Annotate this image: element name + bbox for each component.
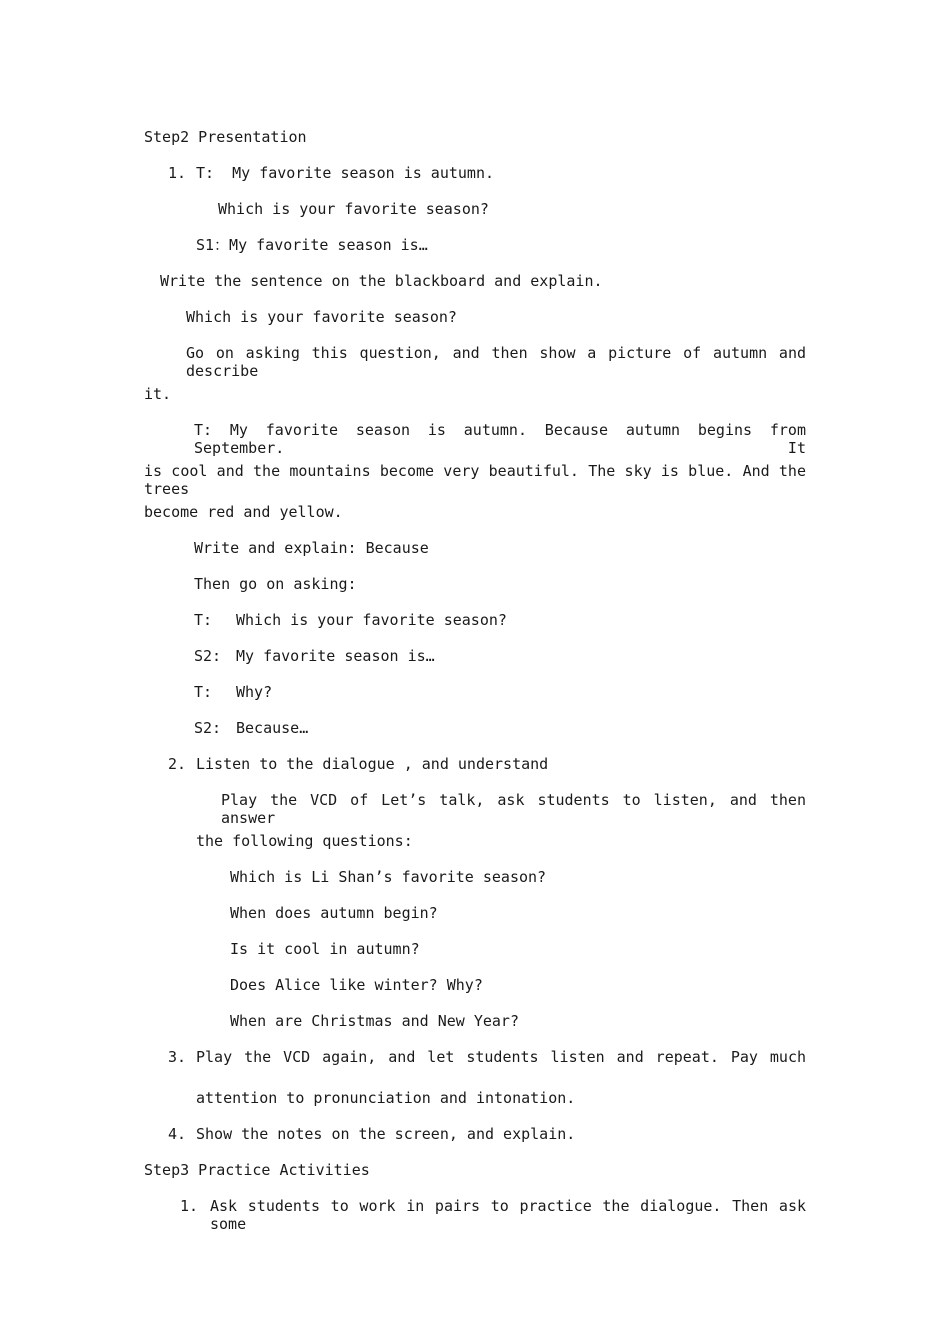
- question-item: Is it cool in autumn?: [230, 940, 420, 958]
- item2-number: 2.: [168, 755, 187, 773]
- question-item: When are Christmas and New Year?: [230, 1012, 519, 1030]
- play-line-2: the following questions:: [196, 832, 413, 850]
- dialogue-speaker: T:: [194, 611, 213, 629]
- dialogue-text: Because…: [236, 719, 309, 737]
- item3-line-1: Play the VCD again, and let students listen and repeat. Pay much: [196, 1048, 806, 1066]
- dialogue-text: Which is your favorite season?: [236, 611, 507, 629]
- dialogue-speaker: S2:: [194, 719, 222, 737]
- question-repeat: Which is your favorite season?: [186, 308, 457, 326]
- dialogue-speaker: T:: [194, 683, 213, 701]
- go-on-line-2: it.: [144, 385, 172, 403]
- step2-heading: Step2 Presentation: [144, 128, 307, 146]
- write-instruction: Write the sentence on the blackboard and explain.: [160, 272, 603, 290]
- play-line-1: Play the VCD of Let’s talk, ask students to listen, and then answer: [221, 791, 806, 827]
- question-item: When does autumn begin?: [230, 904, 438, 922]
- go-on-line-1: Go on asking this question, and then show a picture of autumn and describe: [186, 344, 806, 380]
- teacher-describe-line-3: become red and yellow.: [144, 503, 343, 521]
- item4-number: 4.: [168, 1125, 187, 1143]
- dialogue-speaker: S2:: [194, 647, 222, 665]
- question-item: Does Alice like winter? Why?: [230, 976, 483, 994]
- teacher-question: Which is your favorite season?: [218, 200, 489, 218]
- student1-line: S1：My favorite season is…: [196, 236, 428, 254]
- teacher-describe-line-1: T: My favorite season is autumn. Because autumn begins from September. It: [194, 421, 806, 457]
- dialogue-text: My favorite season is…: [236, 647, 435, 665]
- write-explain: Write and explain: Because: [194, 539, 429, 557]
- item4-text: Show the notes on the screen, and explain.: [196, 1125, 576, 1143]
- teacher-line: T: My favorite season is autumn.: [196, 164, 495, 182]
- teacher-describe-line-2: is cool and the mountains become very beautiful. The sky is blue. And the trees: [144, 462, 806, 498]
- item2-title: Listen to the dialogue , and understand: [196, 755, 549, 773]
- item1-number: 1.: [168, 164, 187, 182]
- step3-item1-number: 1.: [180, 1197, 199, 1215]
- item3-number: 3.: [168, 1048, 187, 1066]
- dialogue-text: Why?: [236, 683, 273, 701]
- step3-heading: Step3 Practice Activities: [144, 1161, 370, 1179]
- question-item: Which is Li Shan’s favorite season?: [230, 868, 547, 886]
- item3-line-2: attention to pronunciation and intonation.: [196, 1089, 576, 1107]
- then-asking: Then go on asking:: [194, 575, 357, 593]
- step3-item1-text: Ask students to work in pairs to practice the dialogue. Then ask some: [210, 1197, 806, 1233]
